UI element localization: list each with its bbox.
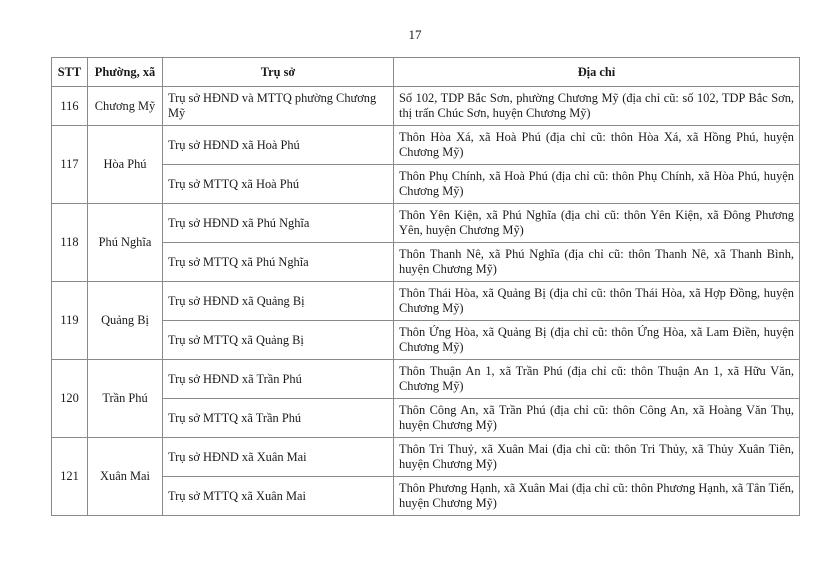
table-row bbox=[52, 165, 800, 204]
office-cell: Trụ sở HĐND xã Xuân Mai bbox=[163, 438, 394, 477]
office-address-table bbox=[51, 57, 800, 516]
stt-cell: 118 bbox=[52, 204, 88, 282]
table-row bbox=[52, 126, 800, 165]
table-header-row bbox=[52, 58, 800, 87]
page-number: 17 bbox=[408, 27, 422, 42]
address-cell: Thôn Ứng Hòa, xã Quảng Bị (địa chỉ cũ: thôn Ứng Hòa, xã Lam Điền, huyện Chương Mỹ) bbox=[394, 321, 800, 360]
table-row bbox=[52, 87, 800, 126]
office-cell: Trụ sở HĐND và MTTQ phường Chương Mỹ bbox=[163, 87, 394, 126]
address-cell: Thôn Hòa Xá, xã Hoà Phú (địa chỉ cũ: thôn Hòa Xá, xã Hồng Phú, huyện Chương Mỹ) bbox=[394, 126, 800, 165]
stt-cell: 121 bbox=[52, 438, 88, 516]
office-cell: Trụ sở HĐND xã Phú Nghĩa bbox=[163, 204, 394, 243]
office-cell: Trụ sở MTTQ xã Xuân Mai bbox=[163, 477, 394, 516]
ward-cell: Trần Phú bbox=[88, 360, 163, 438]
ward-cell: Hòa Phú bbox=[88, 126, 163, 204]
office-cell: Trụ sở MTTQ xã Hoà Phú bbox=[163, 165, 394, 204]
address-cell: Số 102, TDP Bắc Sơn, phường Chương Mỹ (địa chỉ cũ: số 102, TDP Bắc Sơn, thị trấn Chúc Sơn, huyện Chương Mỹ) bbox=[394, 87, 800, 126]
table-row bbox=[52, 204, 800, 243]
table-row bbox=[52, 399, 800, 438]
address-cell: Thôn Phương Hạnh, xã Xuân Mai (địa chỉ cũ: thôn Phương Hạnh, xã Tân Tiến, huyện Chương Mỹ) bbox=[394, 477, 800, 516]
office-cell: Trụ sở MTTQ xã Quảng Bị bbox=[163, 321, 394, 360]
address-cell: Thôn Thuận An 1, xã Trần Phú (địa chỉ cũ: thôn Thuận An 1, xã Hữu Văn, Chương Mỹ) bbox=[394, 360, 800, 399]
table-row bbox=[52, 243, 800, 282]
office-cell: Trụ sở HĐND xã Hoà Phú bbox=[163, 126, 394, 165]
table-row bbox=[52, 282, 800, 321]
ward-cell: Phú Nghĩa bbox=[88, 204, 163, 282]
stt-cell: 117 bbox=[52, 126, 88, 204]
table-row bbox=[52, 477, 800, 516]
address-cell: Thôn Thanh Nê, xã Phú Nghĩa (địa chỉ cũ: thôn Thanh Nê, xã Thanh Bình, huyện Chương Mỹ) bbox=[394, 243, 800, 282]
address-cell: Thôn Phụ Chính, xã Hoà Phú (địa chỉ cũ: thôn Phụ Chính, xã Hòa Phú, huyện Chương Mỹ) bbox=[394, 165, 800, 204]
office-cell: Trụ sở MTTQ xã Trần Phú bbox=[163, 399, 394, 438]
header-ward: Phường, xã bbox=[88, 58, 163, 87]
ward-cell: Xuân Mai bbox=[88, 438, 163, 516]
table-body bbox=[52, 87, 800, 516]
address-cell: Thôn Yên Kiện, xã Phú Nghĩa (địa chỉ cũ: thôn Yên Kiện, xã Đông Phương Yên, huyện Chương Mỹ) bbox=[394, 204, 800, 243]
address-cell: Thôn Thái Hòa, xã Quảng Bị (địa chỉ cũ: thôn Thái Hòa, xã Hợp Đồng, huyện Chương Mỹ) bbox=[394, 282, 800, 321]
table-row bbox=[52, 321, 800, 360]
table-row bbox=[52, 438, 800, 477]
stt-cell: 120 bbox=[52, 360, 88, 438]
address-cell: Thôn Công An, xã Trần Phú (địa chỉ cũ: thôn Công An, xã Hoàng Văn Thụ, huyện Chương Mỹ) bbox=[394, 399, 800, 438]
address-cell: Thôn Tri Thuỷ, xã Xuân Mai (địa chỉ cũ: thôn Tri Thủy, xã Thủy Xuân Tiên, huyện Chương Mỹ) bbox=[394, 438, 800, 477]
stt-cell: 116 bbox=[52, 87, 88, 126]
table-row bbox=[52, 360, 800, 399]
header-stt: STT bbox=[52, 58, 88, 87]
header-address: Địa chỉ bbox=[394, 58, 800, 87]
stt-cell: 119 bbox=[52, 282, 88, 360]
office-cell: Trụ sở HĐND xã Trần Phú bbox=[163, 360, 394, 399]
ward-cell: Chương Mỹ bbox=[88, 87, 163, 126]
office-cell: Trụ sở HĐND xã Quảng Bị bbox=[163, 282, 394, 321]
ward-cell: Quảng Bị bbox=[88, 282, 163, 360]
office-cell: Trụ sở MTTQ xã Phú Nghĩa bbox=[163, 243, 394, 282]
header-office: Trụ sở bbox=[163, 58, 394, 87]
